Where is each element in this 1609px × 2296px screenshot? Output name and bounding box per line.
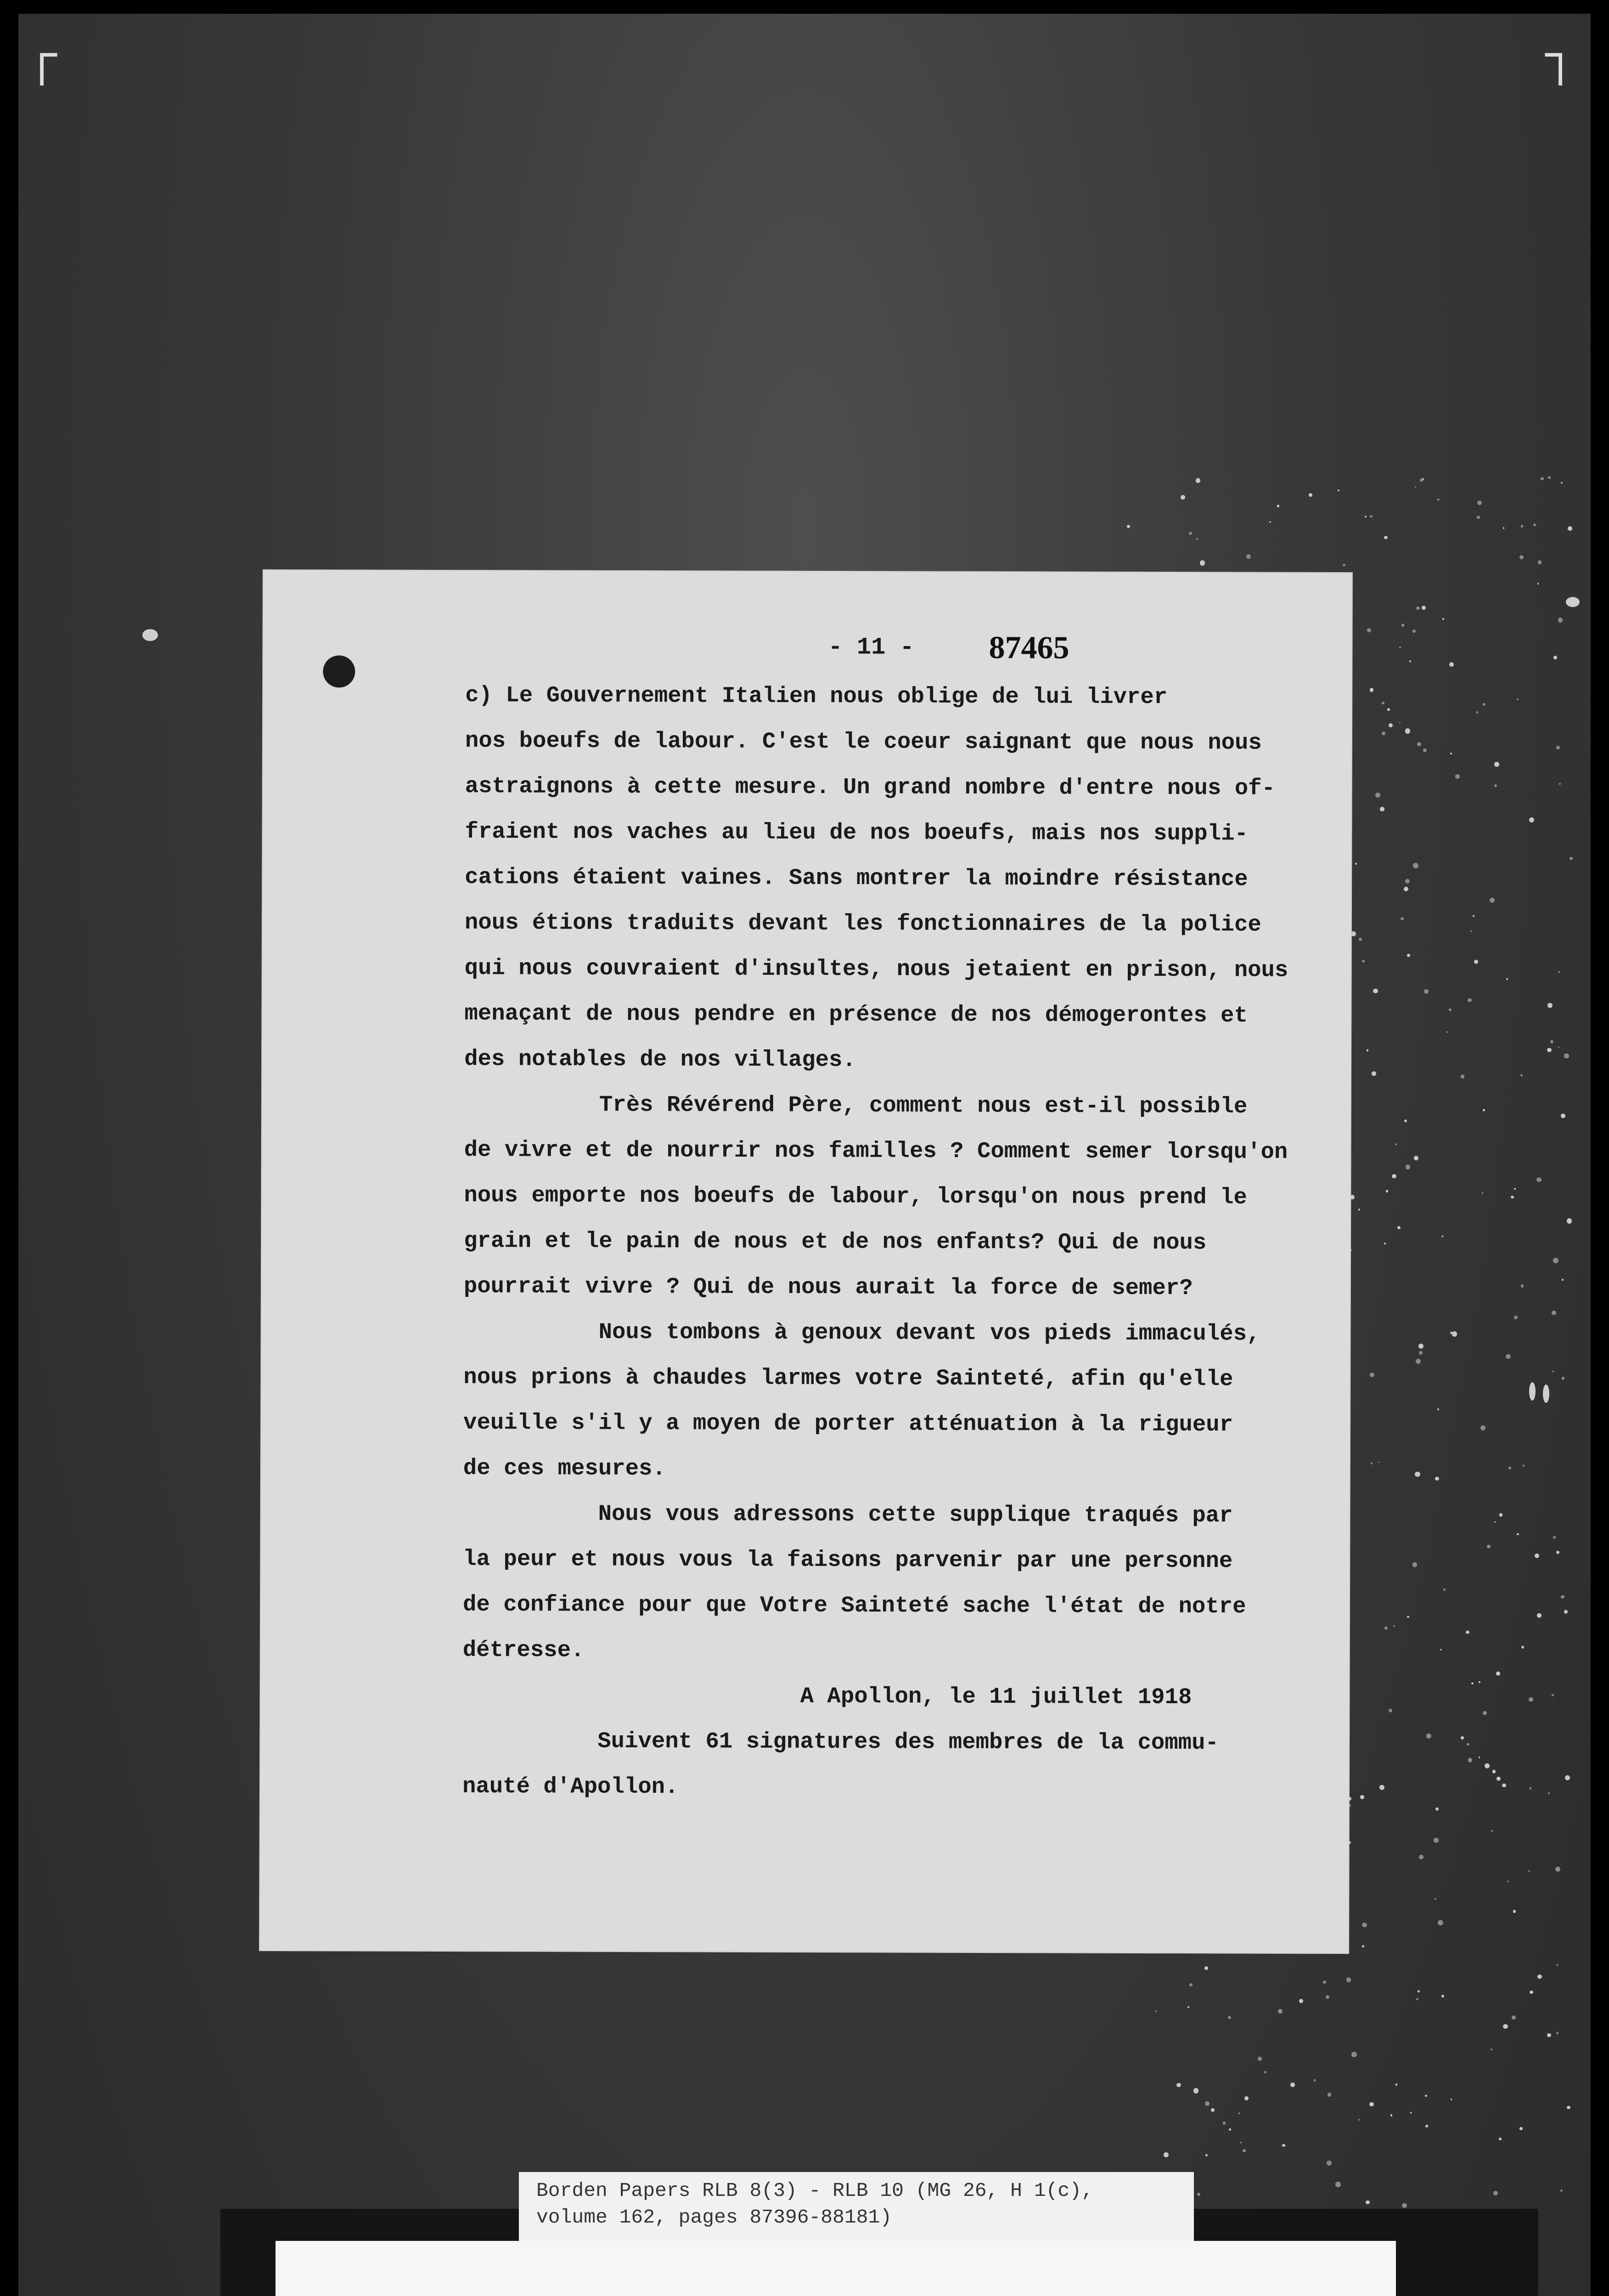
film-grain-speck [1419,1855,1423,1859]
film-grain-speck [1443,1588,1446,1591]
film-grain-speck [1568,526,1572,531]
film-grain-speck [1405,879,1410,884]
typed-letter-page [260,570,1352,1953]
film-grain-speck [1521,1646,1524,1649]
film-grain-speck [1238,2112,1240,2114]
film-grain-speck [1189,1983,1193,1986]
film-grain-speck [1351,2052,1357,2057]
film-grain-speck [1528,1870,1530,1872]
film-grain-speck [1425,2125,1428,2127]
film-grain-speck [1440,1649,1442,1651]
punch-hole [323,655,355,687]
letter-line: nos boeufs de labour. C'est le coeur saignant que nous nous [465,728,1262,756]
film-grain-speck [1338,490,1340,492]
film-grain-speck [1189,532,1192,535]
film-grain-speck [1407,1616,1409,1618]
film-grain-speck [1409,660,1411,662]
film-grain-speck [1560,2189,1563,2192]
film-grain-speck [1547,1048,1551,1052]
film-grain-speck [1299,1999,1304,2003]
film-grain-speck [1556,746,1560,749]
film-grain-speck [1494,1521,1496,1523]
page-number: - 11 - [828,634,914,661]
film-grain-speck [1519,555,1524,559]
film-grain-speck [1416,1359,1421,1364]
film-grain-speck [1450,753,1452,754]
film-grain-speck [1155,2010,1157,2012]
film-grain-speck [1362,960,1365,962]
film-grain-speck [1552,1371,1553,1372]
film-grain-speck [1282,2144,1285,2147]
film-grain-speck [1404,1120,1407,1122]
film-grain-speck [1496,1671,1500,1676]
film-grain-speck [1412,630,1416,633]
film-grain-speck [1552,1311,1556,1315]
letter-line: nous étions traduits devant les fonctionnaires de la police [464,910,1261,938]
film-grain-speck [1328,2093,1332,2097]
film-grain-speck [1449,1008,1451,1011]
film-grain-speck [1538,560,1542,564]
film-grain-speck [1323,1981,1326,1984]
letter-line: détresse. [462,1637,585,1663]
film-grain-speck [1418,1344,1423,1349]
film-grain-speck [1269,521,1271,523]
film-grain-speck [1362,1923,1367,1928]
film-grain-speck [1461,1075,1465,1079]
film-grain-speck [1401,917,1404,920]
letter-line: Nous tombons à genoux devant vos pieds immaculés, [463,1319,1260,1347]
film-grain-speck [1176,2083,1181,2087]
film-grain-speck [1204,1966,1208,1970]
film-grain-speck [1449,662,1454,667]
film-grain-speck [1397,1226,1401,1229]
film-grain-speck [1558,971,1560,973]
film-grain-speck [1384,536,1388,540]
film-grain-speck [1355,863,1357,865]
film-grain-speck [1369,2102,1374,2107]
letter-line: de vivre et de nourrir nos familles ? Comment semer lorsqu'on [464,1137,1288,1165]
film-grain-speck [1537,583,1539,584]
film-grain-speck [1370,688,1373,692]
film-grain-speck [1514,1316,1518,1319]
letter-line: la peur et nous vous la faisons parvenir par une personne [463,1546,1233,1574]
film-grain-speck [1561,482,1563,484]
film-grain-speck [1187,2006,1189,2008]
film-grain-speck [1548,1792,1550,1794]
film-grain-speck [1244,2096,1249,2100]
film-grain-speck [1553,656,1557,659]
film-grain-speck [1395,1143,1397,1145]
film-grain-speck [1370,1373,1374,1377]
film-grain-speck [1508,1880,1509,1882]
film-grain-speck [1382,702,1384,704]
film-grain-speck [1240,2142,1242,2143]
film-grain-speck [1494,762,1499,767]
film-grain-speck [1455,774,1459,778]
frame-corner-mark-right: ┐ [1545,28,1576,86]
film-grain-speck [1535,1553,1539,1558]
letter-line: menaçant de nous pendre en présence de nos démogerontes et [464,1001,1248,1029]
film-grain-speck [1384,1626,1388,1630]
film-grain-speck [1393,1625,1395,1627]
film-grain-speck [1375,793,1380,798]
film-grain-speck [1434,1838,1439,1843]
film-grain-speck [1246,554,1251,559]
film-grain-speck [1442,618,1444,620]
film-grain-speck [1196,538,1198,540]
film-grain-speck [1547,1003,1553,1008]
film-grain-speck [1480,1425,1485,1430]
film-grain-speck [1556,2032,1558,2034]
film-grain-speck [1435,1477,1439,1480]
film-grain-speck [1558,618,1563,622]
microfilm-frame [18,14,1591,2296]
film-grain-speck [1358,1209,1360,1210]
film-grain-speck [1517,698,1519,700]
film-grain-speck [1562,1377,1564,1379]
film-grain-speck [1422,606,1426,610]
film-grain-speck [1416,1998,1418,2000]
film-grain-speck [1490,898,1495,903]
film-grain-speck [1567,2106,1570,2110]
film-grain-speck [1550,1040,1553,1043]
film-grain-speck [1494,784,1497,787]
film-grain-speck [1491,2048,1492,2050]
film-grain-speck [1392,1174,1396,1179]
film-grain-speck [1327,2161,1332,2166]
letter-line: Très Révérend Père, comment nous est-il possible [464,1092,1248,1120]
film-grain-speck [1382,732,1385,735]
film-grain-speck [1314,2079,1316,2082]
film-grain-speck [1441,1235,1444,1238]
film-grain-speck [1414,1156,1418,1160]
reference-label [519,2172,1194,2241]
film-grain-speck [1350,1195,1355,1199]
film-grain-speck [1413,863,1418,868]
letter-line: Nous vous adressons cette supplique traqués par [463,1501,1233,1529]
film-grain-speck [1506,1354,1510,1359]
letter-line: des notables de nos villages. [464,1046,856,1073]
film-grain-speck [1562,1279,1563,1280]
film-grain-speck [1493,2191,1498,2195]
film-grain-speck [1399,722,1401,723]
film-grain-speck [1482,1192,1484,1194]
film-grain-speck [1420,478,1423,482]
film-grain-speck [1401,624,1405,627]
letter-line: grain et le pain de nous et de nos enfants? Qui de nous [464,1228,1207,1256]
film-grain-speck [1570,857,1573,860]
film-grain-speck [1367,628,1371,632]
film-grain-speck [1499,1513,1502,1516]
film-grain-speck [1335,2182,1340,2187]
film-grain-speck [1529,1697,1533,1702]
film-grain-speck [1181,495,1185,500]
film-grain-speck [1277,505,1279,507]
film-grain-speck [1367,1049,1368,1051]
film-grain-speck [1506,978,1508,980]
film-grain-speck [1499,2138,1502,2141]
film-grain-speck [1435,1898,1436,1900]
letter-line: qui nous couvraient d'insultes, nous jetaient en prison, nous [464,955,1288,983]
film-grain-speck [1521,1284,1524,1287]
film-grain-speck [1437,499,1439,501]
film-grain-speck [1520,1074,1523,1076]
film-grain-speck [1556,1551,1559,1554]
film-grain-speck [1477,516,1480,519]
film-grain-speck [1386,1190,1389,1193]
film-grain-speck [1410,2112,1412,2114]
film-grain-speck [1519,2127,1522,2130]
film-grain-speck [1514,1188,1516,1190]
film-grain-speck [1418,1990,1420,1992]
film-grain-speck [1483,1109,1485,1111]
film-grain-speck [1390,2114,1392,2116]
film-grain-speck [1552,1694,1554,1696]
film-grain-speck [1468,998,1471,1002]
film-grain-speck [1359,938,1362,941]
film-grain-speck [1417,742,1421,746]
film-grain-speck [1412,1562,1418,1567]
film-grain-speck [1415,1472,1420,1477]
film-grain-speck [1425,2095,1427,2097]
film-grain-speck [1468,1758,1472,1762]
film-grain-speck [1466,1631,1469,1634]
film-grain-speck [1349,1841,1351,1843]
film-grain-speck [1405,728,1410,733]
film-grain-speck [1384,1243,1386,1244]
letter-line: nous prions à chaudes larmes votre Sainteté, afin qu'elle [463,1364,1233,1392]
film-grain-speck [1555,1867,1560,1872]
film-grain-speck [1473,915,1474,917]
film-grain-speck [1553,1536,1556,1539]
film-grain-speck [1380,807,1384,811]
film-grain-speck [1557,1964,1558,1966]
film-grain-speck [1426,1733,1431,1739]
film-grain-speck [1477,501,1482,505]
film-grain-speck [1508,1467,1511,1469]
letter-line: nauté d'Apollon. [462,1773,679,1800]
film-grain-speck [1309,493,1312,497]
film-grain-speck [1205,2154,1208,2156]
film-grain-speck [1503,527,1504,529]
film-grain-speck [1511,1196,1513,1199]
film-grain-speck [1196,478,1201,483]
film-speck [1529,1382,1536,1401]
film-grain-speck [1561,1595,1564,1598]
film-grain-speck [1492,1770,1496,1773]
film-grain-speck [1565,1775,1570,1780]
film-grain-speck [1197,2193,1200,2196]
film-grain-speck [1389,723,1393,727]
film-grain-speck [1415,486,1416,488]
film-grain-speck [1379,1785,1384,1790]
film-grain-speck [1229,2128,1231,2131]
film-grain-speck [1366,2200,1370,2205]
film-grain-speck [1521,525,1523,527]
letter-line: veuille s'il y a moyen de porter atténuation à la rigueur [463,1410,1233,1438]
document-number-stamp: 87465 [989,630,1069,666]
film-grain-speck [1378,1462,1379,1463]
film-grain-speck [1371,1463,1373,1464]
film-grain-speck [1479,1681,1480,1683]
film-grain-speck [1502,1784,1506,1787]
film-grain-speck [1533,523,1536,526]
film-grain-speck [1541,477,1544,480]
film-grain-speck [1402,2203,1406,2208]
letter-line: astraignons à cette mesure. Un grand nombre d'entre nous of- [465,773,1276,801]
film-grain-speck [1536,1177,1541,1182]
film-grain-speck [1561,1114,1565,1118]
film-grain-speck [1228,2016,1231,2019]
film-grain-speck [1264,2071,1266,2073]
film-grain-speck [1127,525,1130,528]
letter-body [462,673,1289,1812]
film-grain-speck [1529,817,1534,822]
film-grain-speck [1483,1711,1487,1715]
film-grain-speck [1387,708,1390,710]
film-grain-speck [1567,1218,1572,1224]
film-grain-speck [1399,647,1401,648]
film-grain-speck [1483,703,1485,706]
film-grain-speck [1372,1071,1376,1076]
film-grain-speck [1164,2152,1169,2157]
film-grain-speck [1406,1165,1411,1170]
film-grain-speck [1564,1053,1569,1058]
film-speck [1566,597,1580,607]
film-grain-speck [1437,1408,1439,1410]
film-grain-speck [1205,2101,1209,2105]
film-grain-speck [1471,1683,1474,1685]
film-grain-speck [1258,2057,1261,2060]
film-grain-speck [1530,1991,1533,1994]
film-grain-speck [1485,1763,1490,1768]
film-grain-speck [1452,1331,1457,1337]
film-grain-speck [1193,2088,1198,2093]
letter-line: cations étaient vaines. Sans montrer la moindre résistance [465,864,1248,892]
letter-line: c) Le Gouvernement Italien nous oblige de lui livrer [465,682,1168,710]
film-grain-speck [1441,1995,1444,1998]
frame-corner-mark-left: ┌ [27,28,57,86]
film-grain-speck [1404,887,1408,891]
film-grain-speck [1487,1545,1491,1548]
film-speck [142,629,158,641]
film-grain-speck [1503,2024,1508,2029]
film-grain-speck [1476,711,1478,713]
film-grain-speck [1537,1975,1542,1979]
film-grain-speck [1547,2033,1551,2037]
film-grain-speck [1346,1977,1351,1982]
film-grain-speck [1461,1736,1463,1739]
letter-line: A Apollon, le 11 juillet 1918 [462,1683,1192,1711]
film-grain-speck [1559,783,1561,785]
film-grain-speck [1512,2015,1516,2020]
film-grain-speck [1423,748,1427,752]
letter-line: nous emporte nos boeufs de labour, lorsqu'on nous prend le [464,1182,1247,1210]
film-grain-speck [1496,1777,1501,1781]
film-grain-speck [1416,607,1419,610]
film-grain-speck [1564,1610,1568,1614]
film-grain-speck [1523,1465,1525,1467]
film-speck [1543,1384,1549,1403]
film-grain-speck [1467,1743,1469,1745]
film-grain-speck [1200,560,1205,565]
film-grain-speck [1243,2149,1246,2152]
film-grain-speck [1223,2122,1226,2124]
film-grain-speck [1360,1795,1364,1799]
film-grain-speck [1407,954,1410,957]
film-grain-speck [1491,1830,1492,1831]
film-grain-speck [1358,2119,1360,2121]
film-grain-speck [1438,1920,1443,1925]
letter-line: Suivent 61 signatures des membres de la commu- [462,1728,1219,1756]
film-grain-speck [1419,1351,1423,1355]
film-grain-speck [1389,1709,1392,1712]
film-grain-speck [1370,515,1373,518]
film-grain-speck [1326,1995,1329,1999]
film-grain-speck [1348,1804,1351,1807]
reference-line-1: Borden Papers RLB 8(3) - RLB 10 (MG 26, H 1(c), [536,2179,1093,2202]
letter-line: fraient nos vaches au lieu de nos boeufs, mais nos suppli- [465,819,1249,847]
film-grain-speck [1343,564,1345,567]
letter-line: de ces mesures. [463,1455,666,1482]
film-grain-speck [1446,1031,1448,1033]
film-grain-speck [1537,1613,1541,1618]
letter-line: pourrait vivre ? Qui de nous aurait la force de semer? [463,1273,1193,1301]
film-grain-speck [1424,989,1429,994]
film-grain-speck [1474,960,1478,964]
film-grain-speck [1451,2099,1452,2100]
film-grain-speck [1435,1807,1439,1811]
film-grain-speck [1558,1047,1559,1048]
film-grain-speck [1479,1756,1480,1758]
film-grain-speck [1395,2083,1398,2086]
film-grain-speck [1278,2009,1283,2014]
film-grain-speck [1530,1787,1531,1789]
letter-line: de confiance pour que Votre Sainteté sache l'état de notre [462,1592,1246,1620]
film-grain-speck [1548,476,1551,479]
public-archives-card [276,2241,1396,2296]
film-grain-speck [1513,1910,1516,1913]
film-grain-speck [1470,930,1472,932]
film-grain-speck [1362,1945,1364,1947]
film-grain-speck [1373,989,1378,993]
film-grain-speck [1365,516,1367,518]
film-grain-speck [1290,2082,1295,2087]
reference-line-2: volume 162, pages 87396-88181) [536,2206,892,2228]
film-grain-speck [1517,1533,1519,1535]
film-grain-speck [1351,931,1356,936]
film-grain-speck [1553,1258,1558,1263]
film-grain-speck [1211,2108,1215,2112]
